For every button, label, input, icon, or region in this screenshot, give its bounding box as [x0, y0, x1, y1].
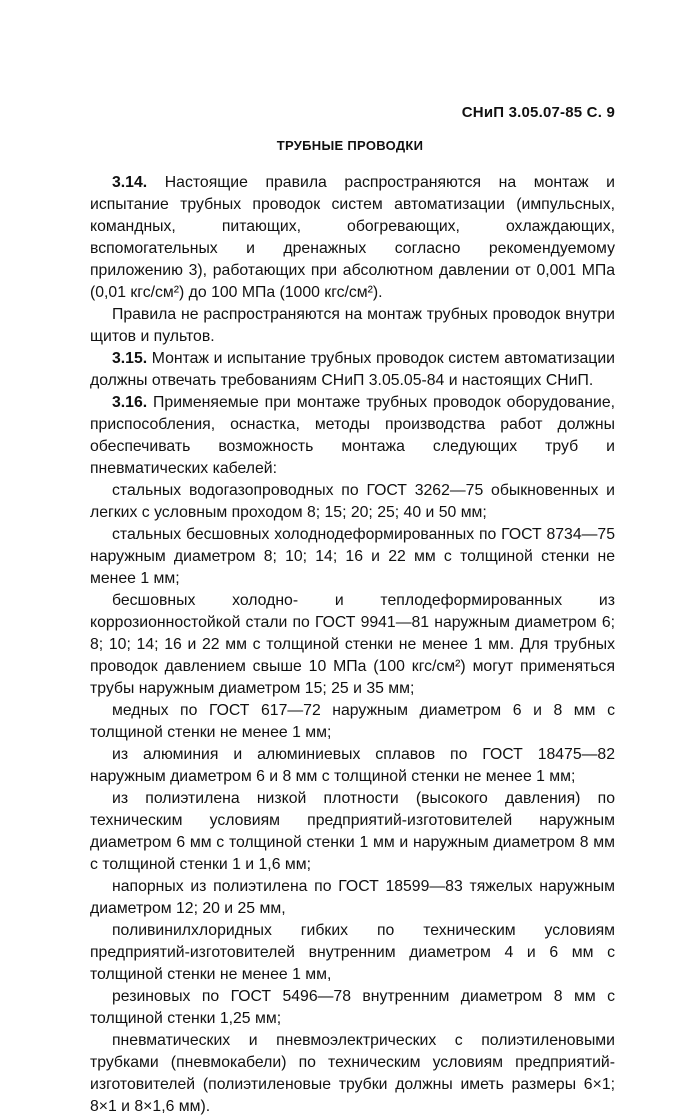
paragraph-text: Настоящие правила распространяются на монтаж и испытание трубных проводок систем автоматизации (импульсных, командных, питающих, обогревающих, охлаждающих, вспомогательных и дренажных согласно рекомендуемому приложению 3), работающих при абсолютном давлении от 0,001 МПа (0,01 кгс/см²) до 100 МПа (1000 кгс/см²). [90, 174, 615, 301]
paragraph-number: 3.14. [112, 174, 148, 191]
paragraph-3-16 [90, 392, 615, 480]
list-item: стальных водогазопроводных по ГОСТ 3262—75 обыкновенных и легких с условным проходом 8; 15; 20; 25; 40 и 50 мм; [90, 482, 615, 521]
list-item: напорных из полиэтилена по ГОСТ 18599—83 тяжелых наружным диаметром 12; 20 и 25 мм, [90, 878, 615, 917]
paragraph-3-14 [90, 172, 615, 304]
document-body [90, 172, 615, 1118]
paragraph-text: Применяемые при монтаже трубных проводок оборудование, приспособления, оснастка, методы производства работ должны обеспечивать возможность монтажа следующих труб и пневматических кабелей: [90, 394, 615, 477]
paragraph-3-15 [90, 348, 615, 392]
list-item: поливинилхлоридных гибких по техническим условиям предприятий-изготовителей внутренним диаметром 4 и 6 мм с толщиной стенки не менее 1 мм, [90, 922, 615, 983]
paragraph-3-14-note: Правила не распространяются на монтаж трубных проводок внутри щитов и пультов. [90, 306, 615, 345]
list-item: стальных бесшовных холоднодеформированных по ГОСТ 8734—75 наружным диаметром 8; 10; 14; 16 и 22 мм с толщиной стенки не менее 1 мм; [90, 526, 615, 587]
list-item: резиновых по ГОСТ 5496—78 внутренним диаметром 8 мм с толщиной стенки 1,25 мм; [90, 988, 615, 1027]
paragraph-number: 3.16. [112, 394, 148, 411]
paragraph-number: 3.15. [112, 350, 148, 367]
list-item: медных по ГОСТ 617—72 наружным диаметром 6 и 8 мм с толщиной стенки не менее 1 мм; [90, 702, 615, 741]
running-head: СНиП 3.05.07-85 С. 9 [461, 104, 615, 121]
list-item: бесшовных холодно- и теплодеформированных из коррозионностойкой стали по ГОСТ 9941—81 наружным диаметром 6; 8; 10; 14; 16 и 22 мм с толщиной стенки не менее 1 мм. Для трубных проводок давлением свыше 10 МПа (100 кгс/см²) могут применяться трубы наружным диаметром 15; 25 и 35 мм; [90, 592, 615, 697]
section-title: ТРУБНЫЕ ПРОВОДКИ [276, 138, 424, 153]
paragraph-text: Монтаж и испытание трубных проводок систем автоматизации должны отвечать требованиям СНиП 3.05.05-84 и настоящих СНиП. [90, 350, 615, 389]
list-item: из полиэтилена низкой плотности (высокого давления) по техническим условиям предприятий-изготовителей наружным диаметром 6 мм с толщиной стенки 1 мм и наружным диаметром 8 мм с толщиной стенки 1 и 1,6 мм; [90, 790, 615, 873]
list-item: пневматических и пневмоэлектрических с полиэтиленовыми трубками (пневмокабели) по техническим условиям предприятий-изготовителей (полиэтиленовые трубки должны иметь размеры 6×1; 8×1 и 8×1,6 мм). [90, 1032, 615, 1115]
list-item: из алюминия и алюминиевых сплавов по ГОСТ 18475—82 наружным диаметром 6 и 8 мм с толщиной стенки не менее 1 мм; [90, 746, 615, 785]
